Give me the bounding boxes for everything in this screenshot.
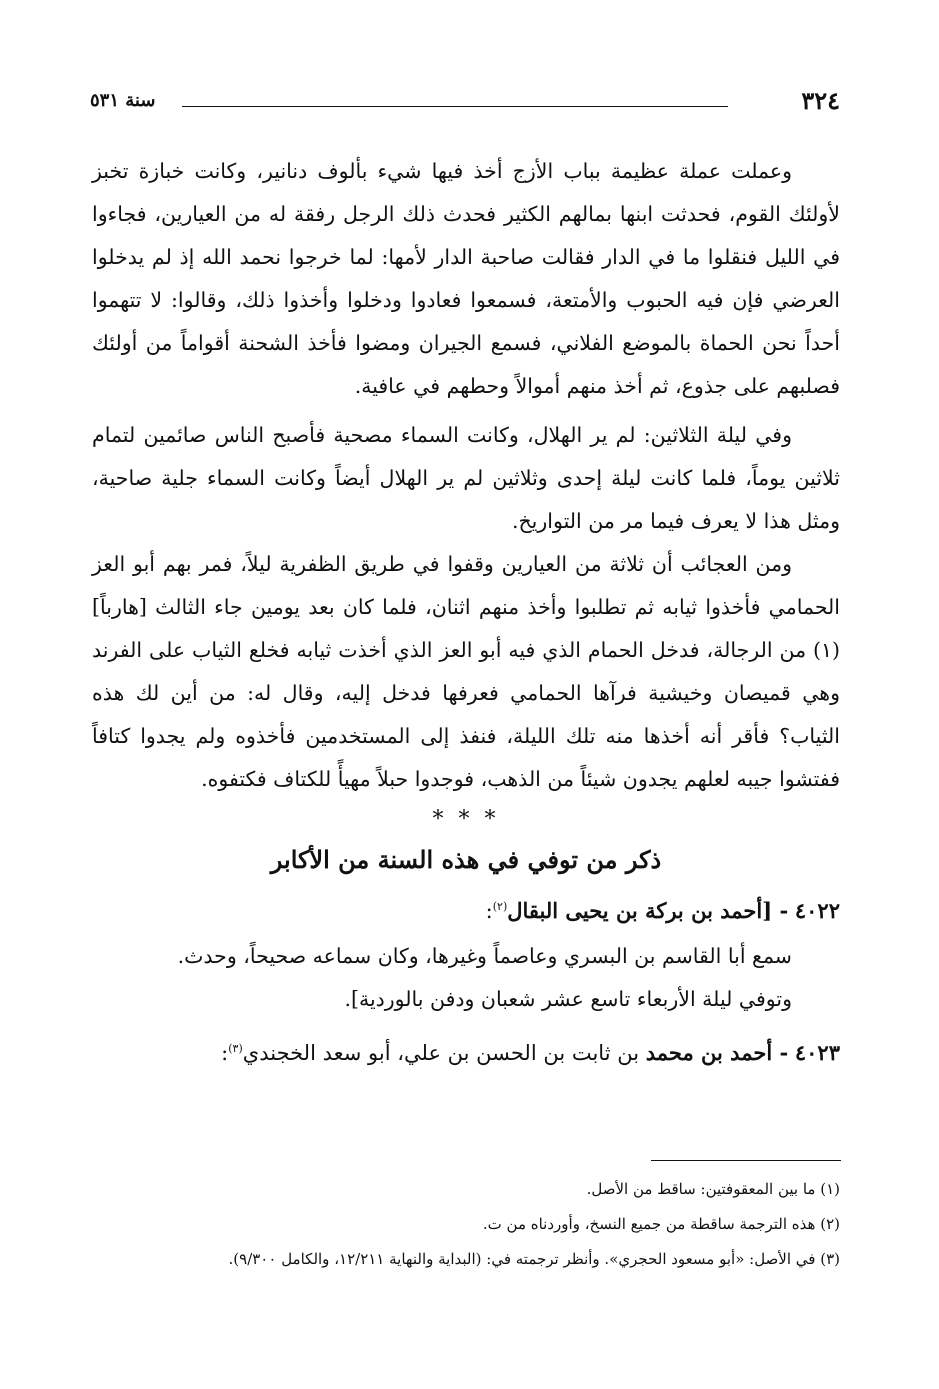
footnotes bbox=[92, 1172, 840, 1277]
paragraph: وفي ليلة الثلاثين: لم ير الهلال، وكانت السماء مصحية فأصبح الناس صائمين لتمام ثلاثين يوماً، فلما كانت ليلة إحدى وثلاثين لم ير الهلال أيضاً وكانت السماء جلية صاحية، ومثل هذا لا يعرف فيما مر من التواريخ. bbox=[92, 423, 840, 533]
entry-number: ٤٠٢٣ bbox=[794, 1040, 840, 1065]
footnote-ref: (٢) bbox=[492, 900, 508, 913]
entry-name: [أحمد بن بركة بن يحيى البقال bbox=[507, 898, 773, 923]
footnote-rule bbox=[651, 1160, 841, 1161]
section-heading: ذكر من توفي في هذه السنة من الأكابر bbox=[270, 845, 662, 874]
footnote: (١) ما بين المعقوفتين: ساقط من الأصل. bbox=[586, 1180, 840, 1198]
entry-text-line: سمع أبا القاسم بن البسري وعاصماً وغيرها، وكان سماعه صحيحاً، وحدث. bbox=[177, 944, 792, 968]
page-header bbox=[90, 86, 840, 120]
entry-name-rest: بن ثابت بن الحسن بن علي، أبو سعد الخجندي bbox=[242, 1041, 640, 1065]
biography-entry-heading: ٤٠٢٣ - أحمد بن محمد بن ثابت بن الحسن بن علي، أبو سعد الخجندي$^{(٣)}$: bbox=[221, 1040, 840, 1065]
year-running-head: سنة ٥٣١ bbox=[90, 90, 156, 111]
footnote: (٢) هذه الترجمة ساقطة من جميع النسخ، وأوردناه من ت. bbox=[482, 1215, 840, 1233]
entry-colon: : bbox=[485, 899, 493, 923]
entry-number: ٤٠٢٢ bbox=[794, 898, 840, 923]
page-number: ٣٢٤ bbox=[801, 86, 840, 115]
entry-colon: : bbox=[221, 1041, 229, 1065]
footnote-ref: (٣) bbox=[228, 1042, 243, 1055]
section-separator: * * * bbox=[432, 807, 500, 832]
entry-text-line: وتوفي ليلة الأربعاء تاسع عشر شعبان ودفن بالوردية]. bbox=[344, 987, 792, 1011]
paragraph: وعملت عملة عظيمة بباب الأزج أخذ فيها شيء بألوف دنانير، وكانت خبازة تخبز لأولئك القوم، فحدثت ابنها بمالهم الكثير فحدث ذلك الرجل رفقة له من العيارين، فجاءوا في الليل فنقلوا ما في الدار فقالت صاحبة الدار لأمها: لما خرجوا نحمد الله إذ لم يدخلوا العرضي فإن فيه الحبوب والأمتعة، فسمعوا فعادوا ودخلوا وأخذوا ذلك، وقالوا: لا تتهموا أحداً نحن الحماة بالموضع الفلاني، فسمع الجيران ومضوا فأخذ الشحنة أقواماً من أولئك فصلبهم على جذوع، ثم أخذ منهم أموالاً وحطهم في عافية. bbox=[92, 159, 840, 398]
paragraph: ومن العجائب أن ثلاثة من العيارين وقفوا في طريق الظفرية ليلاً، فمر بهم أبو العز الحمامي فأخذوا ثيابه ثم تطلبوا وأخذ منهم اثنان، فلما كان بعد يومين جاء الثالث [هارباً](١) من الرجالة، فدخل الحمام الذي فيه أبو العز الذي أخذت ثيابه فخلع الثياب على الفرند وهي قميصان وخيشية فرآها الحمامي فعرفها فدخل إليه، وقال له: من أين لك هذه الثياب؟ فأقر أنه أخذها منه تلك الليلة، فنفذ إلى المستخدمين فأخذوه ولم يجدوا كتافاً ففتشوا جيبه لعلهم يجدون شيئاً من الذهب، فوجدوا حبلاً مهيأً للكتاف فكتفوه. bbox=[92, 552, 840, 791]
main-text bbox=[92, 150, 840, 1077]
header-rule bbox=[182, 106, 728, 107]
footnote: (٣) في الأصل: «أبو مسعود الحجري». وأنظر ترجمته في: (البداية والنهاية ١٢/٢١١، والكامل ٩/٣٠٠). bbox=[228, 1250, 840, 1268]
entry-name: أحمد بن محمد bbox=[645, 1040, 773, 1065]
biography-entry-heading: ٤٠٢٢ - [أحمد بن بركة بن يحيى البقال$^{(٢)}$: bbox=[485, 898, 840, 923]
